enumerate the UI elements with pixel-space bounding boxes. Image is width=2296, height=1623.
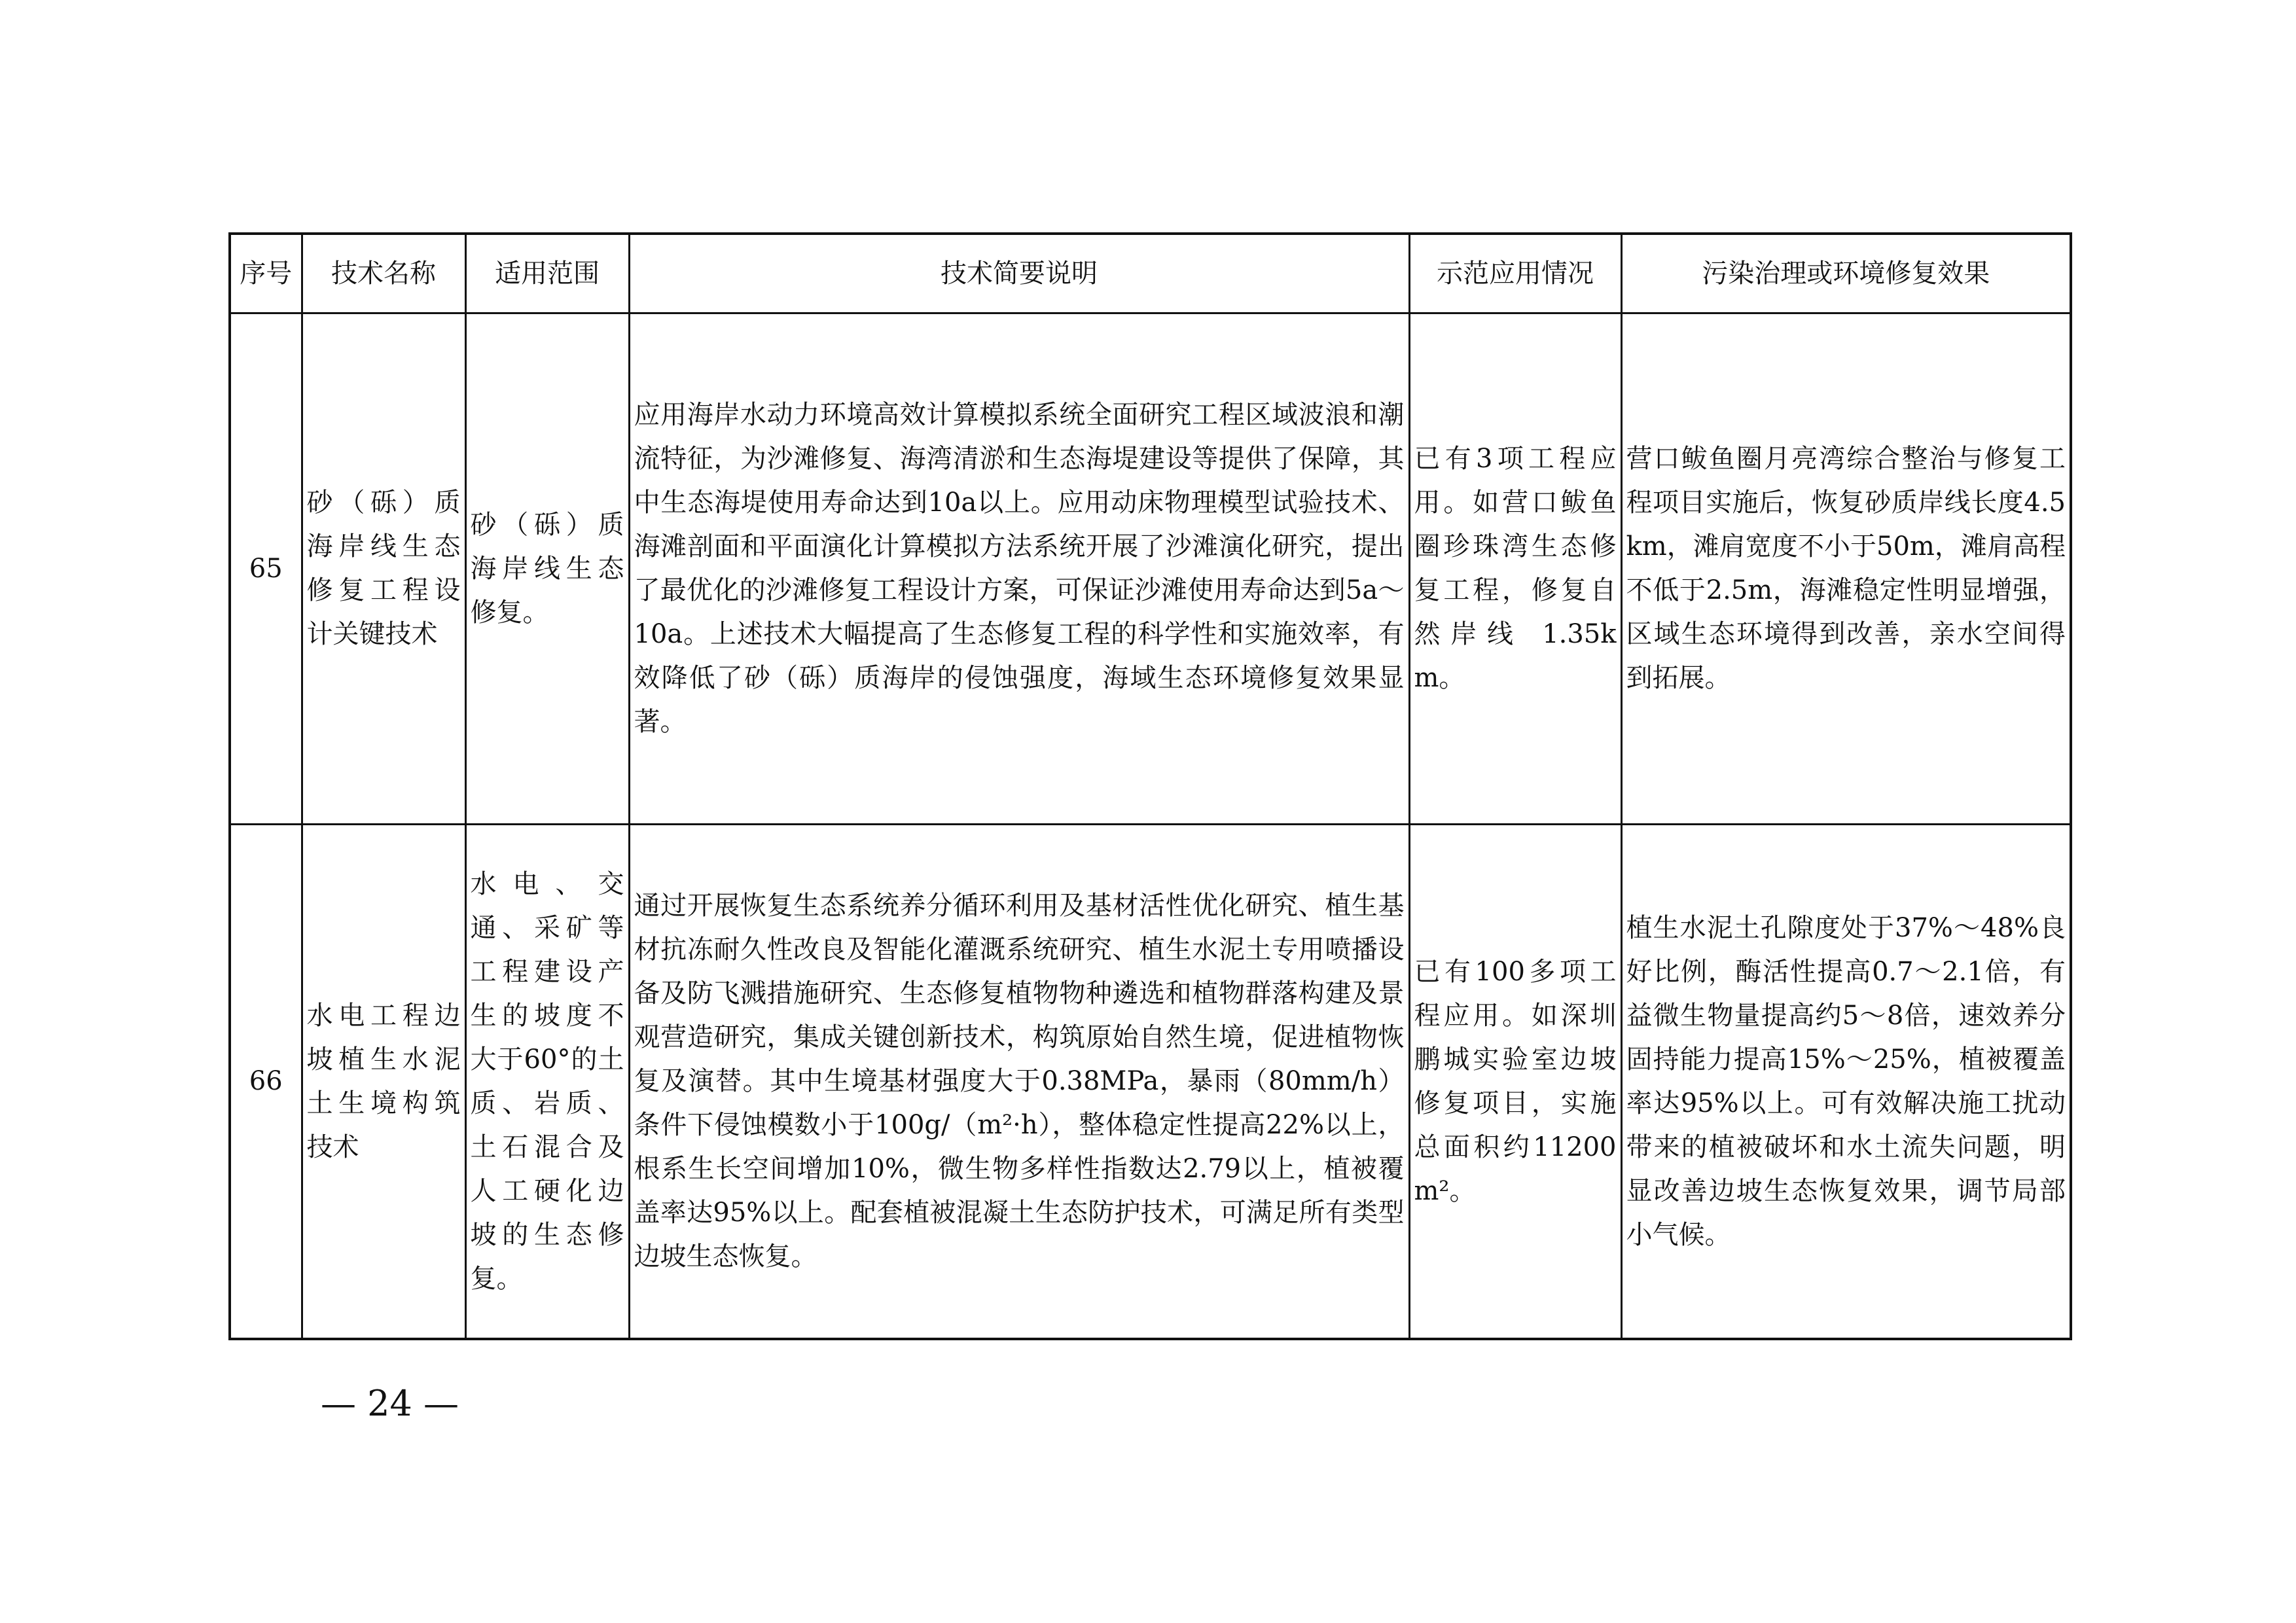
page-number: — 24 — — [321, 1383, 459, 1424]
row-number: 65 — [230, 313, 302, 825]
header-scope: 适用范围 — [465, 234, 629, 313]
table-row — [230, 313, 2071, 825]
technology-name: 砂（砾）质海岸线生态修复工程设计关键技术 — [302, 313, 465, 825]
header-desc: 技术简要说明 — [629, 234, 1409, 313]
application-scope: 水电、交通、采矿等工程建设产生的坡度不大于60°的土质、岩质、土石混合及人工硬化边坡的生态修复。 — [465, 825, 629, 1340]
technology-table — [228, 232, 2072, 1340]
header-effect: 污染治理或环境修复效果 — [1621, 234, 2071, 313]
header-name: 技术名称 — [302, 234, 465, 313]
demonstration-status: 已有3项工程应用。如营口鲅鱼圈珍珠湾生态修复工程，修复自然岸线 1.35km。 — [1409, 313, 1621, 825]
header-num: 序号 — [230, 234, 302, 313]
header-demo: 示范应用情况 — [1409, 234, 1621, 313]
technology-description: 通过开展恢复生态系统养分循环利用及基材活性优化研究、植生基材抗冻耐久性改良及智能化灌溉系统研究、植生水泥土专用喷播设备及防飞溅措施研究、生态修复植物物种遴选和植物群落构建及景观营造研究，集成关键创新技术，构筑原始自然生境，促进植物恢复及演替。其中生境基材强度大于0.38MPa，暴雨（80mm/h）条件下侵蚀模数小于100g/（m²·h），整体稳定性提高22%以上，根系生长空间增加10%，微生物多样性指数达2.79以上，植被覆盖率达95%以上。配套植被混凝土生态防护技术，可满足所有类型边坡生态恢复。 — [629, 825, 1409, 1340]
application-scope: 砂（砾）质海岸线生态修复。 — [465, 313, 629, 825]
technology-description: 应用海岸水动力环境高效计算模拟系统全面研究工程区域波浪和潮流特征，为沙滩修复、海湾清淤和生态海堤建设等提供了保障，其中生态海堤使用寿命达到10a以上。应用动床物理模型试验技术、海滩剖面和平面演化计算模拟方法系统开展了沙滩演化研究，提出了最优化的沙滩修复工程设计方案，可保证沙滩使用寿命达到5a～10a。上述技术大幅提高了生态修复工程的科学性和实施效率，有效降低了砂（砾）质海岸的侵蚀强度，海域生态环境修复效果显著。 — [629, 313, 1409, 825]
demonstration-status: 已有100多项工程应用。如深圳鹏城实验室边坡修复项目，实施总面积约11200m²。 — [1409, 825, 1621, 1340]
table-row — [230, 825, 2071, 1340]
technology-name: 水电工程边坡植生水泥土生境构筑技术 — [302, 825, 465, 1340]
remediation-effect: 营口鲅鱼圈月亮湾综合整治与修复工程项目实施后，恢复砂质岸线长度4.5km，滩肩宽度不小于50m，滩肩高程不低于2.5m，海滩稳定性明显增强，区域生态环境得到改善，亲水空间得到拓展。 — [1621, 313, 2071, 825]
row-number: 66 — [230, 825, 302, 1340]
table-header-row — [230, 234, 2071, 313]
remediation-effect: 植生水泥土孔隙度处于37%～48%良好比例，酶活性提高0.7～2.1倍，有益微生物量提高约5～8倍，速效养分固持能力提高15%～25%，植被覆盖率达95%以上。可有效解决施工扰动带来的植被破坏和水土流失问题，明显改善边坡生态恢复效果，调节局部小气候。 — [1621, 825, 2071, 1340]
